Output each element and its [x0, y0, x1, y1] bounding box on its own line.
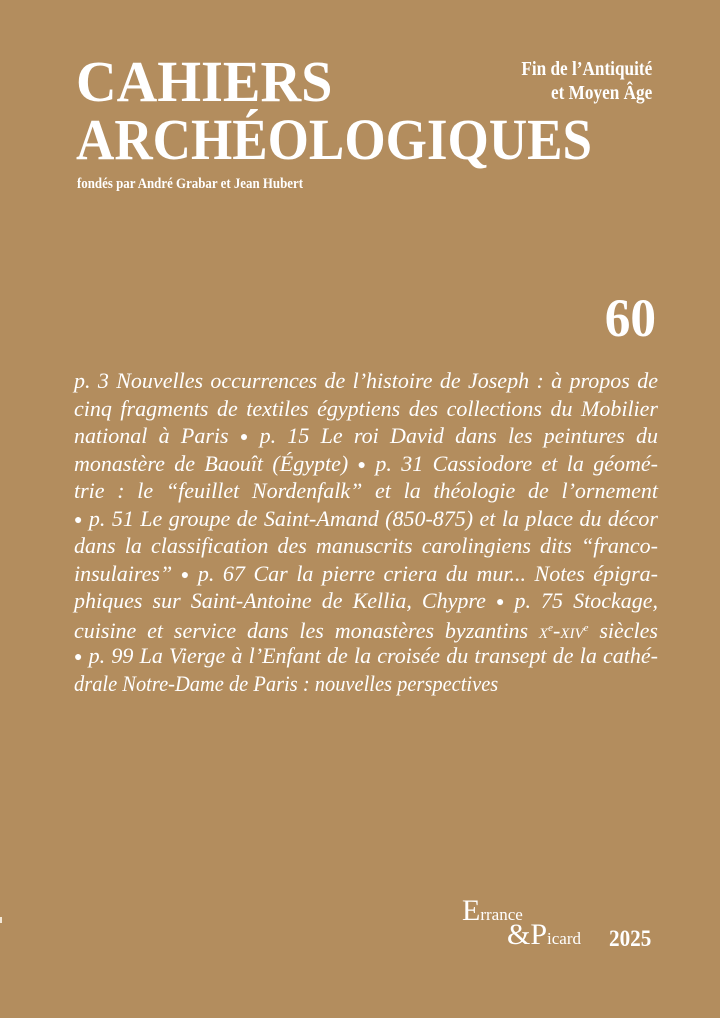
bullet-separator: ●: [357, 457, 367, 473]
contents-line: trie : le “feuillet Nordenfalk” et la théologie de l’ornement: [74, 478, 658, 503]
publisher-picard: [507, 920, 581, 954]
table-of-contents: [74, 367, 658, 697]
issue-number: 60: [604, 288, 656, 348]
bullet-separator: ●: [239, 430, 249, 445]
series-subtitle-line-2: et Moyen Âge: [550, 82, 652, 104]
bullet-separator: ●: [180, 567, 190, 583]
dash: -: [552, 617, 561, 643]
contents-text: cuisine et service dans les monastères byzantins: [74, 617, 539, 643]
founders-line: fondés par André Grabar et Jean Hubert: [77, 176, 303, 192]
contents-line: drale Notre-Dame de Paris : nouvelles perspectives: [74, 670, 499, 696]
contents-line: national à Paris ● p. 15 Le roi David dans les peintures du: [74, 423, 658, 448]
bullet-separator: ●: [74, 650, 83, 665]
series-subtitle: [521, 57, 652, 105]
publication-year: 2025: [609, 926, 652, 951]
roman-numeral-x: X: [538, 625, 549, 642]
bullet-separator: ●: [495, 595, 505, 610]
series-subtitle-line-1: Fin de l’Antiquité: [521, 58, 652, 80]
publisher-logo: [460, 896, 620, 956]
contents-line: insulaires” ● p. 67 Car la pierre criera du mur... Notes épigra-: [74, 560, 658, 586]
contents-line-centuries: [74, 615, 658, 643]
bullet-separator: ●: [74, 512, 83, 528]
contents-line: dans la classification des manuscrits carolingiens dits “franco-: [74, 533, 658, 558]
contents-line: phiques sur Saint-Antoine de Kellia, Chypre ● p. 75 Stockage,: [74, 588, 659, 613]
contents-line: ● p. 99 La Vierge à l’Enfant de la croisée du transept de la cathé-: [74, 643, 658, 668]
journal-title-line-1: CAHIERS: [76, 49, 333, 114]
logo-letter-p: P: [530, 918, 548, 951]
logo-text-icard: icard: [547, 929, 582, 948]
superscript-e: e: [548, 621, 553, 634]
logo-letter-e: E: [462, 894, 481, 927]
journal-title-line-2: ARCHÉOLOGIQUES: [76, 107, 593, 172]
contents-text: siècles: [588, 617, 658, 643]
logo-ampersand: &: [507, 918, 531, 951]
contents-line: ● p. 51 Le groupe de Saint-Amand (850-875) et la place du décor: [74, 505, 658, 531]
superscript-e: e: [583, 621, 589, 634]
contents-line: monastère de Baouît (Égypte) ● p. 31 Cassiodore et la géomé-: [74, 450, 658, 476]
logo-text-rrance: rrance: [480, 905, 523, 924]
contents-line: p. 3 Nouvelles occurrences de l’histoire de Joseph : à propos de: [74, 368, 658, 393]
contents-line: cinq fragments de textiles égyptiens des collections du Mobilier: [74, 395, 658, 421]
crop-mark: [0, 917, 2, 923]
roman-numeral-xiv: XIV: [560, 625, 584, 642]
